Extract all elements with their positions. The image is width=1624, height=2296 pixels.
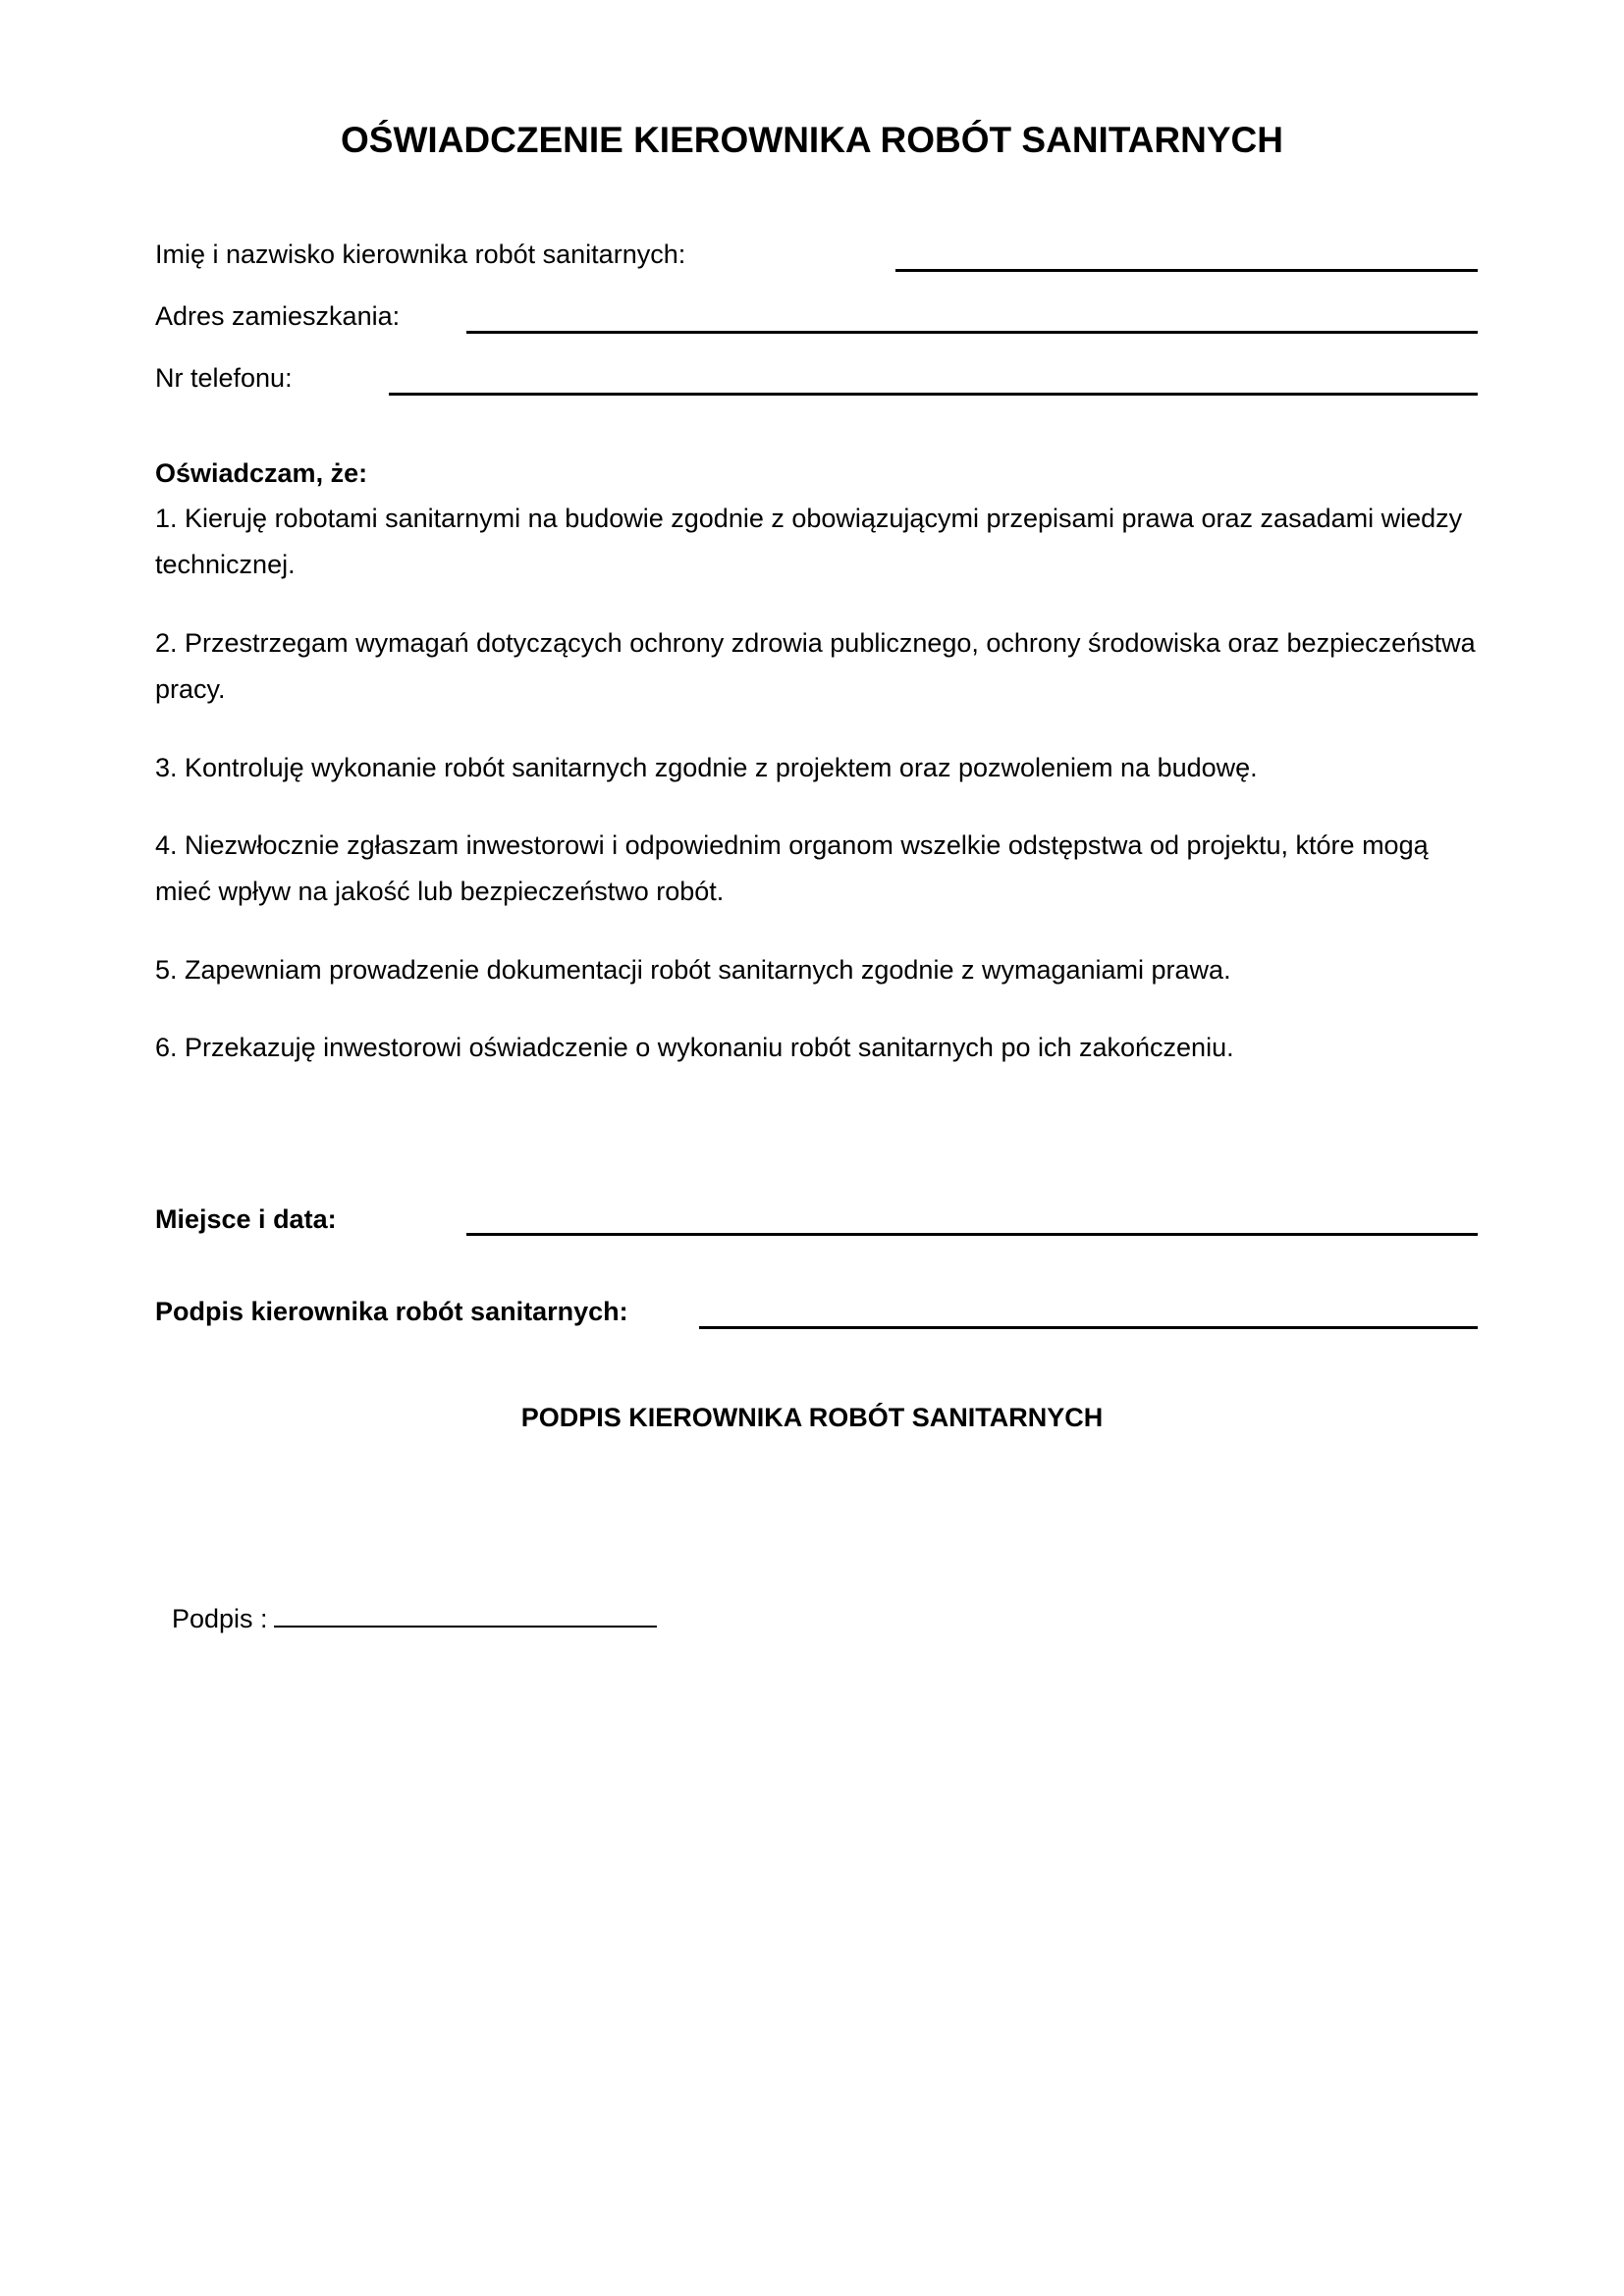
declaration-item-6: 6. Przekazuję inwestorowi oświadczenie o wykonaniu robót sanitarnych po ich zakończeniu.: [155, 1033, 1234, 1062]
declaration-item-2: 2. Przestrzegam wymagań dotyczących ochrony zdrowia publicznego, ochrony środowiska oraz bezpieczeństwa pracy.: [155, 628, 1476, 704]
declaration-item-3: 3. Kontroluję wykonanie robót sanitarnych zgodnie z projektem oraz pozwoleniem na budowę.: [155, 753, 1258, 782]
address-field[interactable]: [466, 331, 1478, 334]
place-date-field[interactable]: [466, 1233, 1478, 1236]
manager-signature-label: Podpis kierownika robót sanitarnych:: [155, 1297, 628, 1326]
declaration-item-4: 4. Niezwłocznie zgłaszam inwestorowi i odpowiednim organom wszelkie odstępstwa od projektu, które mogą mieć wpływ na jakość lub bezpieczeństwo robót.: [155, 830, 1429, 906]
name-field[interactable]: [895, 269, 1478, 272]
declaration-item-5: 5. Zapewniam prowadzenie dokumentacji robót sanitarnych zgodnie z wymaganiami prawa.: [155, 955, 1231, 985]
sign-field[interactable]: [274, 1626, 657, 1628]
place-date-label: Miejsce i data:: [155, 1204, 337, 1234]
declaration-item-1: 1. Kieruję robotami sanitarnymi na budowie zgodnie z obowiązującymi przepisami prawa oraz zasadami wiedzy technicznej.: [155, 504, 1463, 579]
signature-heading: PODPIS KIEROWNIKA ROBÓT SANITARNYCH: [520, 1403, 1104, 1432]
name-label: Imię i nazwisko kierownika robót sanitarnych:: [155, 240, 686, 269]
declaration-intro: Oświadczam, że:: [155, 458, 368, 488]
phone-label: Nr telefonu:: [155, 363, 293, 393]
document-title: OŚWIADCZENIE KIEROWNIKA ROBÓT SANITARNYCH: [341, 120, 1283, 160]
phone-field[interactable]: [389, 393, 1478, 396]
manager-signature-field[interactable]: [699, 1326, 1478, 1329]
sign-label: Podpis :: [172, 1604, 268, 1633]
signature-row: [172, 1601, 657, 1636]
address-label: Adres zamieszkania:: [155, 301, 401, 331]
